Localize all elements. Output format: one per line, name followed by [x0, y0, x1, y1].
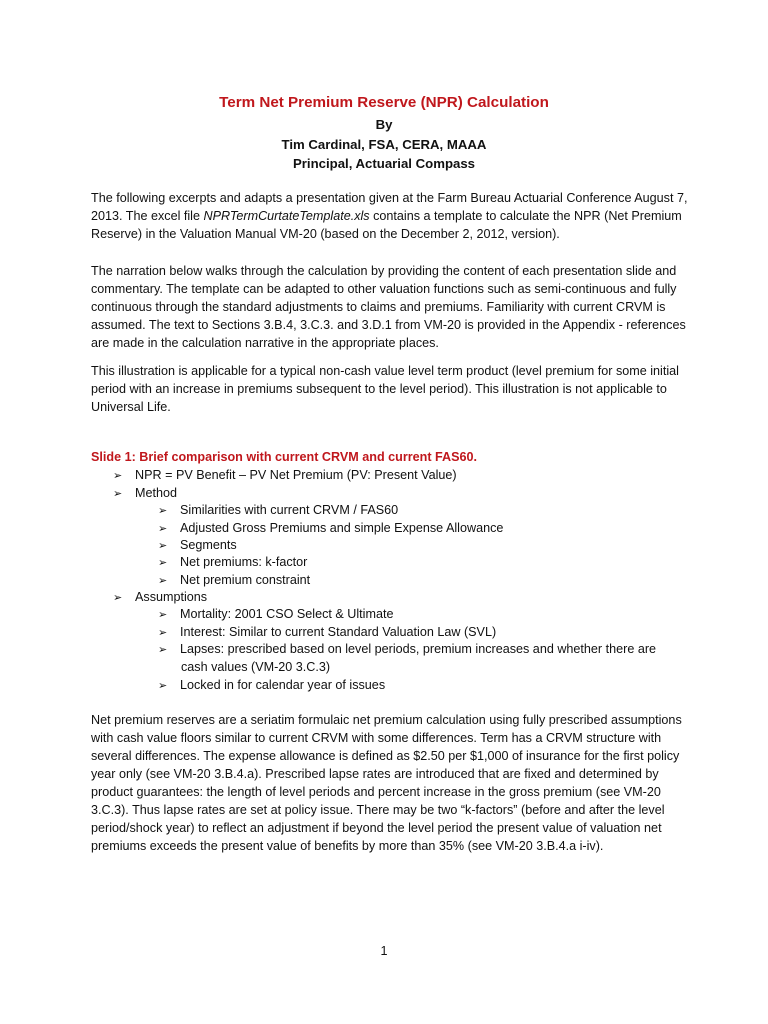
bullet-text: NPR = PV Benefit – PV Net Premium (PV: Present Value): [135, 468, 457, 482]
author-role: Principal, Actuarial Compass: [293, 156, 475, 171]
bullet-method-item: [158, 553, 307, 572]
bullet-text: Similarities with current CRVM / FAS60: [180, 503, 399, 517]
bullet-text: Mortality: 2001 CSO Select & Ultimate: [180, 607, 394, 621]
intro-paragraph-2: The narration below walks through the calculation by providing the content of each presentation slide and commentary. The template can be adapted to other valuation functions such as semi-continuous and fully continuous through the standard adjustments to claims and premiums. Familiarity with current CRVM is assumed. The text to Sections 3.B.4, 3.C.3. and 3.D.1 from VM-20 is provided in the Appendix - references are made in the calculation narrative in the appropriate places.: [91, 264, 686, 350]
bullet-text: Interest: Similar to current Standard Valuation Law (SVL): [180, 625, 497, 639]
intro-paragraph-1: [91, 189, 691, 243]
document-title: Term Net Premium Reserve (NPR) Calculation: [219, 94, 549, 111]
arrow-bullet-icon: ➢: [158, 575, 168, 587]
bullet-text: Method: [135, 486, 178, 500]
bullet-assumption-item: [158, 640, 656, 659]
bullet-text: Assumptions: [135, 590, 208, 604]
closing-paragraph: Net premium reserves are a seriatim formulaic net premium calculation using fully prescribed assumptions with cash value floors similar to current CRVM with some differences. Term has a CRVM structure with several differences. The expense allowance is defined as $2.50 per $1,000 of insurance for the first policy year only (see VM-20 3.B.4.a). Prescribed lapse rates are introduced that are fixed and determined by product guarantees: the length of level periods and percent increase in the gross premium (see VM-20 3.C.3). Thus lapse rates are set at policy issue. There may be two “k-factors” (before and after the level period/shock year) to reflect an adjustment if beyond the level period the present value of valuation net premiums exceeds the present value of benefits by more than 35% (see VM-20 3.B.4.a i-iv).: [91, 713, 682, 853]
bullet-text: Locked in for calendar year of issues: [180, 678, 386, 692]
intro-p1-text-a: The following excerpts and adapts a presentation given at the Farm Bureau Actuarial Conference August 7, 2013. The excel file: [91, 191, 688, 223]
bullet-npr: [113, 466, 457, 485]
intro-p1-text-b: contains a template to calculate the NPR (Net Premium Reserve) in the Valuation Manual VM-20 (based on the December 2, 2012, version).: [91, 209, 682, 241]
bullet-continuation: cash values (VM-20 3.C.3): [181, 660, 331, 674]
bullet-text: Adjusted Gross Premiums and simple Expense Allowance: [180, 521, 504, 535]
arrow-bullet-icon: ➢: [158, 523, 168, 535]
slide-1-heading: Slide 1: Brief comparison with current CRVM and current FAS60.: [91, 450, 478, 464]
template-file-name: NPRTermCurtateTemplate.xls: [203, 209, 370, 223]
arrow-bullet-icon: ➢: [113, 488, 123, 500]
bullet-text: Lapses: prescribed based on level periods, premium increases and whether there are: [180, 642, 657, 656]
arrow-bullet-icon: ➢: [158, 540, 168, 552]
bullet-assumption-item: [158, 605, 393, 624]
author-name: Tim Cardinal, FSA, CERA, MAAA: [281, 137, 487, 152]
intro-paragraph-3: This illustration is applicable for a typical non-cash value level term product (level premium for some initial period with an increase in premiums subsequent to the level period). This illustration is not applicable to Universal Life.: [91, 364, 679, 414]
byline-by: By: [375, 117, 393, 132]
arrow-bullet-icon: ➢: [113, 592, 123, 604]
bullet-assumption-item: [158, 676, 385, 695]
bullet-method-item: [158, 501, 398, 520]
arrow-bullet-icon: ➢: [158, 557, 168, 569]
arrow-bullet-icon: ➢: [158, 609, 168, 621]
page-number: 1: [380, 944, 388, 958]
arrow-bullet-icon: ➢: [158, 627, 168, 639]
bullet-text: Net premiums: k-factor: [180, 555, 308, 569]
bullet-text: Net premium constraint: [180, 573, 311, 587]
arrow-bullet-icon: ➢: [113, 470, 123, 482]
arrow-bullet-icon: ➢: [158, 644, 168, 656]
arrow-bullet-icon: ➢: [158, 680, 168, 692]
arrow-bullet-icon: ➢: [158, 505, 168, 517]
bullet-text: Segments: [180, 538, 237, 552]
